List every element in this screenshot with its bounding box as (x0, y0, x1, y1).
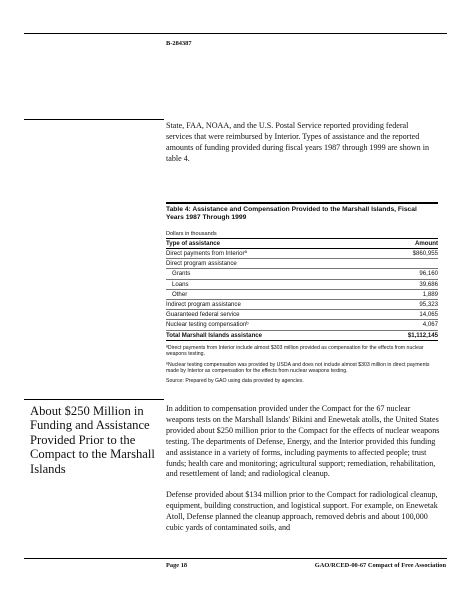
footer-rule (24, 558, 447, 559)
table-note-b: ᵇNuclear testing compensation was provided by USDA and does not include almost $303 million in direct payments made by Interior as compensation for the effects from nuclear weapons testing. (166, 361, 430, 374)
table-row (166, 259, 438, 269)
row-label: Indirect program assistance (166, 300, 241, 308)
table-row (166, 310, 438, 320)
table-row (166, 269, 438, 279)
row-amount: $860,955 (412, 250, 438, 257)
table-title: Table 4: Assistance and Compensation Provided to the Marshall Islands, Fiscal Years 1987 Through 1999 (166, 206, 417, 222)
row-amount: 95,323 (419, 300, 438, 308)
row-label: Nuclear testing compensationᵇ (166, 321, 249, 329)
table-row (166, 320, 438, 330)
table-note-a: ªDirect payments from Interior include almost $303 million provided as compensation for the effects from nuclear weapons testing. (166, 344, 424, 358)
report-id: GAO/RCED-00-67 Compact of Free Association (314, 562, 446, 569)
intro-paragraph: State, FAA, NOAA, and the U.S. Postal Service reported providing federal services that were reimbursed by Interior. Types of assistance and the reported amounts of funding provided during fiscal years 1987 through 1999 are shown in table 4. (166, 121, 429, 163)
column-header-type: Type of assistance (166, 239, 221, 247)
table-unit: Dollars in thousands (166, 230, 217, 237)
row-label: Direct payments from Interiorª (166, 250, 247, 257)
row-label: Total Marshall Islands assistance (166, 331, 263, 339)
table-source: Source: Prepared by GAO using data provided by agencies. (166, 378, 304, 385)
column-header-amount: Amount (414, 239, 438, 247)
assistance-table (166, 202, 438, 385)
row-amount: 4,067 (422, 321, 438, 329)
document-id: B-284387 (166, 40, 192, 47)
row-amount: 39,686 (419, 280, 438, 288)
row-amount: 1,889 (422, 290, 438, 298)
row-label: Guaranteed federal service (166, 311, 240, 319)
body-paragraph: Defense provided about $134 million prior to the Compact for radiological cleanup, equipment, building construction, and logistical support. For example, on Enewetak Atoll, Defense planned the cleanup approach, removed debris and about 100,000 cubic yards of contaminated soils, and (166, 490, 438, 533)
row-label: Grants (172, 270, 191, 278)
page-number: Page 18 (166, 562, 188, 569)
table-total-row (166, 331, 438, 341)
row-label: Other (172, 290, 188, 298)
row-amount: 14,065 (419, 311, 438, 319)
table-top-rule (166, 202, 438, 204)
section-rule-1 (24, 119, 164, 120)
table-row (166, 280, 438, 290)
section-heading: About $250 Million in Funding and Assistance Provided Prior to the Compact to the Marshall Islands (30, 404, 155, 476)
section-rule-2 (24, 399, 164, 400)
top-rule (24, 33, 447, 34)
row-amount: 96,160 (419, 270, 438, 278)
row-label: Loans (172, 280, 189, 288)
table-row (166, 300, 438, 310)
section-body (166, 404, 440, 544)
body-paragraph: In addition to compensation provided under the Compact for the 67 nuclear weapons tests on the Marshall Islands' Bikini and Enewetak atolls, the United States provided about $250 million prior to the Compact for the effects of nuclear weapons testing. The departments of Defense, Energy, and the Interior provided this funding and assistance in a variety of forms, including payments to affected people; trust funds; health care and monitoring; agricultural support; remediation, rehabilitation, and resettlement of land; and radiological cleanup. (166, 404, 440, 479)
table-header-row (166, 238, 438, 249)
row-label: Direct program assistance (166, 260, 237, 268)
row-amount: $1,112,145 (407, 331, 438, 339)
table-row (166, 290, 438, 300)
table-row (166, 249, 438, 259)
